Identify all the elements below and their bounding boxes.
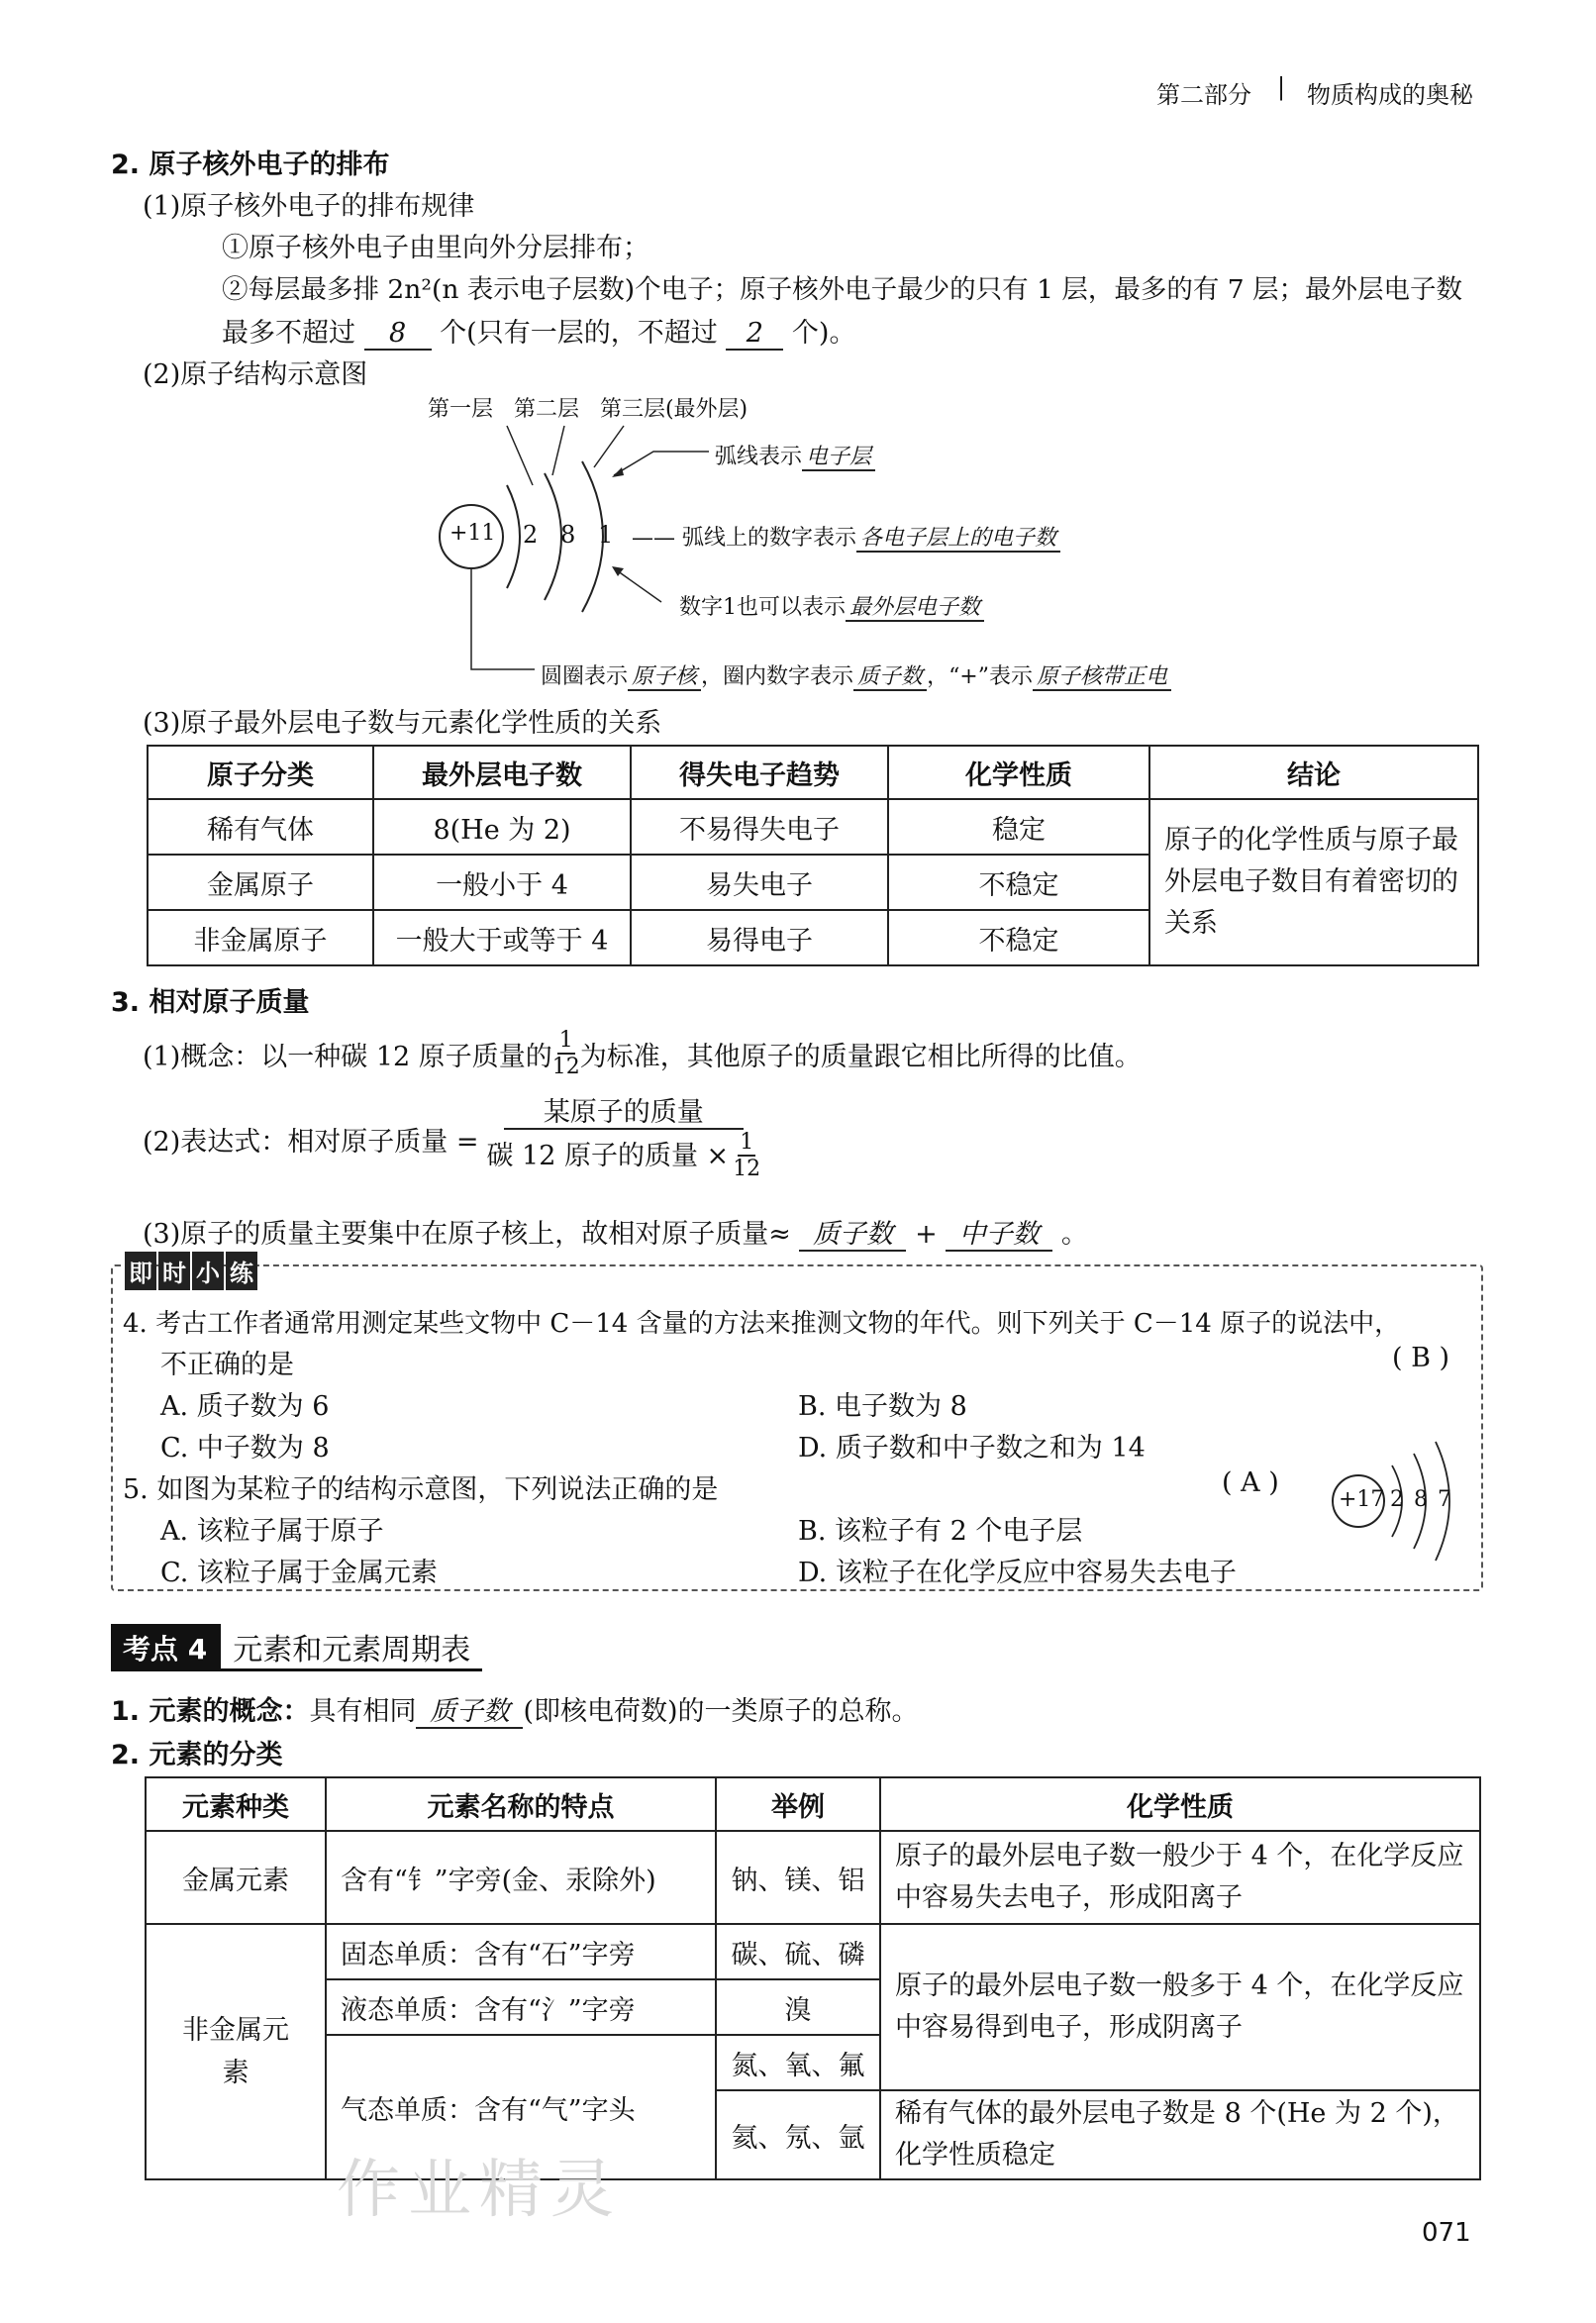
table-cell: 一般小于 4	[373, 855, 631, 910]
denominator: 12	[551, 1055, 580, 1080]
kaodian-badge: 考点 4	[111, 1624, 221, 1671]
label-text: 弧线表示	[715, 445, 803, 469]
blank-proton-number: 质子数	[416, 1697, 523, 1729]
table-row	[146, 1831, 1480, 1924]
s2-rule2-line2	[222, 311, 855, 351]
table-cell: 固态单质：含有“石”字旁	[326, 1924, 716, 1979]
pointer-layer-2	[552, 426, 564, 475]
q5-option-a: A. 该粒子属于原子	[160, 1516, 384, 1547]
table-cell: 金属元素	[146, 1831, 326, 1924]
section-3-heading: 3. 相对原子质量	[111, 987, 310, 1018]
s3-c3d: 。	[1060, 1219, 1088, 1250]
element-classification-table	[145, 1776, 1481, 2180]
label-text: ，圈内数字表示	[701, 664, 854, 689]
table-cell: 不易得失电子	[631, 799, 888, 855]
concept-text-2: (即核电荷数)的一类原子的总称。	[523, 1696, 919, 1727]
watermark: 作业精灵	[337, 2154, 622, 2227]
s3-c1b: 为标准，其他原子的质量跟它相比所得的比值。	[579, 1041, 1142, 1072]
section-2-heading: 2. 原子核外电子的排布	[111, 150, 390, 180]
q4-option-c: C. 中子数为 8	[160, 1433, 330, 1464]
blank-shell-electron-count: 各电子层上的电子数	[856, 527, 1060, 553]
table-cell: 原子的最外层电子数一般少于 4 个，在化学反应中容易失去电子，形成阳离子	[880, 1831, 1480, 1924]
fraction-1-12	[733, 1130, 760, 1182]
q5-stem: 5. 如图为某粒子的结构示意图，下列说法正确的是	[123, 1474, 719, 1505]
pointer-layer-3	[594, 426, 624, 467]
table-cell: 原子的最外层电子数一般多于 4 个，在化学反应中容易得到电子，形成阴离子	[880, 1924, 1480, 2090]
q5-answer: ( A )	[1222, 1467, 1279, 1498]
diagram-label-nucleus	[541, 659, 1171, 691]
q5-option-c: C. 该粒子属于金属元素	[160, 1558, 438, 1588]
q4-option-a: A. 质子数为 6	[160, 1391, 330, 1422]
blank-8: 8	[364, 319, 432, 351]
practice-tag	[125, 1252, 257, 1290]
tag-char: 时	[158, 1252, 190, 1290]
concept-text: 具有相同	[309, 1696, 417, 1727]
table-cell: 不稳定	[888, 910, 1149, 965]
tag-char: 小	[192, 1252, 224, 1290]
blank-proton-number: 质子数	[799, 1220, 906, 1252]
blank-outer-electron-count: 最外层电子数	[846, 596, 984, 622]
table-row	[148, 799, 1478, 855]
table-row	[146, 1924, 1480, 1979]
s3-concept	[143, 1028, 1142, 1080]
table-cell: 非金属原子	[148, 910, 373, 965]
table-cell: 一般大于或等于 4	[373, 910, 631, 965]
table-cell: 金属原子	[148, 855, 373, 910]
fraction-1-12	[552, 1028, 580, 1080]
fig-shell2: 8	[1414, 1487, 1428, 1512]
q4-answer: ( B )	[1392, 1343, 1450, 1373]
diagram-label-numbers	[632, 521, 1060, 553]
blank-positive-charge: 原子核带正电	[1033, 665, 1171, 691]
table-cell: 稳定	[888, 799, 1149, 855]
element-concept	[111, 1689, 919, 1729]
table-cell: 不稳定	[888, 855, 1149, 910]
element-classification-heading: 2. 元素的分类	[111, 1740, 283, 1770]
q5-option-d: D. 该粒子在化学反应中容易失去电子	[798, 1558, 1237, 1588]
col-header: 化学性质	[880, 1777, 1480, 1831]
numerator: 1	[738, 1130, 755, 1157]
table-cell: 液态单质：含有“氵”字旁	[326, 1979, 716, 2035]
arrowhead-shell	[612, 467, 624, 477]
outer-electron-table	[147, 745, 1479, 966]
table-cell: 非金属元素	[146, 1924, 326, 2179]
s2-rule1: ①原子核外电子由里向外分层排布；	[222, 233, 649, 263]
label-text: ，“+”表示	[927, 664, 1033, 689]
denominator-text: 碳 12 原子的质量 ×	[486, 1140, 730, 1171]
table-cell: 8(He 为 2)	[373, 799, 631, 855]
q4-stem: 4. 考古工作者通常用测定某些文物中 C－14 含量的方法来推测文物的年代。则下列关于 C－14 原子的说法中，	[123, 1309, 1401, 1339]
numerator: 1	[557, 1028, 575, 1055]
q4-stem-2: 不正确的是	[160, 1350, 294, 1380]
diagram-nucleus-label: +11	[449, 521, 496, 546]
diagram-shell2-count: 8	[560, 521, 576, 549]
q4-option-b: B. 电子数为 8	[798, 1391, 967, 1422]
q4-option-d: D. 质子数和中子数之和为 14	[798, 1433, 1146, 1464]
table-cell: 气态单质：含有“气”字头	[326, 2035, 716, 2179]
table-cell: 碳、硫、磷	[716, 1924, 880, 1979]
col-header: 最外层电子数	[373, 746, 631, 799]
blank-proton-count: 质子数	[853, 665, 927, 691]
diagram-label-outer	[679, 590, 984, 622]
tag-char: 练	[226, 1252, 257, 1290]
label-text: 圆圈表示	[541, 664, 629, 689]
table-cell: 氦、氖、氩	[716, 2090, 880, 2179]
col-header: 举例	[716, 1777, 880, 1831]
fig-shell3: 7	[1438, 1487, 1451, 1512]
blank-nucleus: 原子核	[628, 665, 701, 691]
s2-p2: (2)原子结构示意图	[143, 359, 368, 390]
header-divider: |	[1277, 73, 1286, 101]
table-cell: 钠、镁、铝	[716, 1831, 880, 1924]
s2-p1: (1)原子核外电子的排布规律	[143, 191, 475, 222]
col-header: 原子分类	[148, 746, 373, 799]
table-cell: 稀有气体的最外层电子数是 8 个(He 为 2 个)，化学性质稳定	[880, 2090, 1480, 2179]
s3-expression	[143, 1097, 760, 1182]
blank-2: 2	[726, 319, 783, 351]
concept-label: 1. 元素的概念：	[111, 1696, 310, 1727]
s2-r2d: 个)。	[791, 318, 856, 349]
blank-neutron-number: 中子数	[946, 1220, 1052, 1252]
s3-approx	[143, 1212, 1088, 1252]
s3-c1a: (1)概念：以一种碳 12 原子质量的	[143, 1041, 552, 1072]
header-part: 第二部分	[1156, 81, 1251, 109]
header-title: 物质构成的奥秘	[1307, 81, 1473, 109]
table-cell: 稀有气体	[148, 799, 373, 855]
table-cell: 含有“钅”字旁(金、汞除外)	[326, 1831, 716, 1924]
col-header: 化学性质	[888, 746, 1149, 799]
s3-c3a: (3)原子的质量主要集中在原子核上，故相对原子质量≈	[143, 1219, 791, 1250]
s2-r2c: 个(只有一层的，不超过	[440, 318, 718, 349]
denominator: 12	[733, 1157, 761, 1182]
kaodian-title: 元素和元素周期表	[221, 1625, 482, 1671]
pointer-outer-arrow	[614, 568, 661, 602]
page-number: 071	[1422, 2218, 1471, 2248]
diagram-shell1-count: 2	[523, 521, 539, 549]
s2-p3: (3)原子最外层电子数与元素化学性质的关系	[143, 708, 662, 739]
kaodian-4-header	[111, 1624, 482, 1671]
label-text: 数字1也可以表示	[679, 595, 846, 620]
relative-mass-formula	[486, 1097, 760, 1182]
tag-char: 即	[125, 1252, 156, 1290]
pointer-shell-arrow	[614, 452, 709, 475]
col-header: 得失电子趋势	[631, 746, 888, 799]
shell-arc-1	[507, 485, 520, 588]
diagram-label-shell	[715, 440, 875, 471]
col-header: 结论	[1149, 746, 1478, 799]
table-cell: 易得电子	[631, 910, 888, 965]
shell-arc-2	[545, 473, 561, 600]
s2-r2b: 最多不超过	[222, 318, 355, 349]
conclusion-cell: 原子的化学性质与原子最外层电子数目有着密切的关系	[1149, 799, 1478, 965]
diagram-shell3-count: 1	[598, 521, 614, 549]
label-text: —— 弧线上的数字表示	[632, 526, 856, 551]
blank-electron-shell: 电子层	[802, 446, 875, 471]
s2-rule2: ②每层最多排 2n²(n 表示电子层数)个电子；原子核外电子最少的只有 1 层，最多的有 7 层；最外层电子数	[222, 274, 1463, 305]
formula-denominator	[486, 1130, 760, 1182]
table-cell: 易失电子	[631, 855, 888, 910]
col-header: 元素名称的特点	[326, 1777, 716, 1831]
fig-shell1: 2	[1390, 1487, 1404, 1512]
col-header: 元素种类	[146, 1777, 326, 1831]
table-cell: 氮、氧、氟	[716, 2035, 880, 2090]
fig-nucleus-label: +17	[1339, 1487, 1385, 1512]
pointer-nucleus	[471, 568, 535, 669]
pointer-layer-1	[507, 426, 533, 485]
q5-option-b: B. 该粒子有 2 个电子层	[798, 1516, 1083, 1547]
diagram-layer-labels: 第一层 第二层 第三层(最外层)	[428, 397, 748, 422]
plus-sign: +	[915, 1219, 938, 1250]
s3-c2a: (2)表达式：相对原子质量 =	[143, 1127, 479, 1159]
formula-numerator: 某原子的质量	[504, 1097, 744, 1130]
table-cell: 溴	[716, 1979, 880, 2035]
